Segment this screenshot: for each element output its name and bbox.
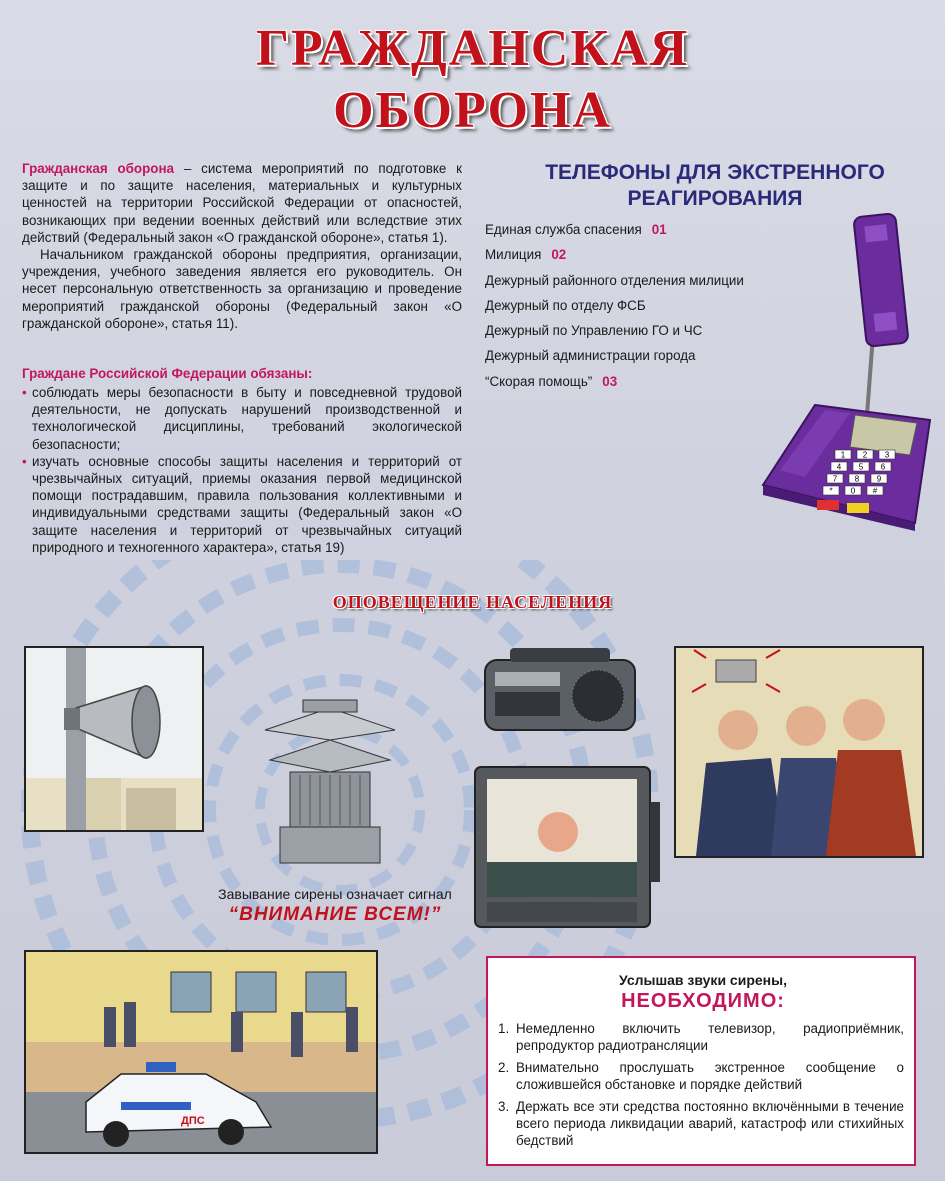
phone-handset-icon (853, 213, 908, 347)
siren-signal: “ВНИМАНИЕ ВСЕМ!” (228, 904, 442, 925)
actions-box (486, 956, 916, 1166)
duty-item: • соблюдать меры безопасности в быту и повседневной трудовой деятельности, не допускать нарушений производственной и технологической дисциплины, требований экологической безопасности; (22, 384, 462, 453)
phone-number: 02 (551, 247, 567, 263)
action-number: 2. (498, 1060, 510, 1075)
intro-term: Гражданская оборона (22, 161, 175, 176)
page-title-line2: ОБОРОНА (333, 82, 612, 139)
keypad-key-label: 1 (840, 450, 846, 460)
phone-label: “Скорая помощь” (485, 373, 593, 389)
action-item (498, 1059, 904, 1093)
alert-title: ОПОВЕЩЕНИЕ НАСЕЛЕНИЯ (332, 592, 613, 612)
page-title (0, 18, 945, 142)
actions-must: НЕОБХОДИМО: (621, 990, 785, 1012)
intro-text (22, 160, 462, 332)
actions-heading: Услышав звуки сирены, (619, 972, 787, 988)
keypad-key-label: 2 (862, 450, 868, 460)
loudspeaker-illustration (24, 646, 204, 832)
phone-label: Дежурный районного отделения милиции (485, 272, 744, 288)
keypad-key-label: 0 (850, 486, 856, 496)
keypad-key-label: 9 (876, 474, 882, 484)
page-title-line1: ГРАЖДАНСКАЯ (255, 20, 690, 77)
duty-item: • изучать основные способы защиты населения и территорий от чрезвычайных ситуаций, приемы оказания первой медицинской помощи пострадавшим, правила пользования коллективными и индивидуальными средствами защиты (Федеральный закон «О защите населения и территорий от чрезвычайных ситуаций природного и техногенного характера», статья 19) (22, 453, 462, 556)
phone-label: Милиция (485, 247, 542, 263)
action-text: Немедленно включить телевизор, радиоприёмник, репродуктор радиотрансляции (516, 1021, 904, 1053)
siren-caption: Завывание сирены означает сигнал (218, 886, 452, 902)
phone-number: 03 (602, 373, 618, 389)
intro-definition: – система мероприятий по подготовке к защите и по защите населения, материальных и культурных ценностей на территории Российской Федерации от опасностей, возникающих при ведении военных действий или вследствие этих действий (Федеральный закон «О гражданской обороне», статья 1). (22, 161, 462, 245)
keypad-key-label: 8 (854, 474, 860, 484)
radio-icon (485, 648, 635, 730)
phones-title: ТЕЛЕФОНЫ ДЛЯ ЭКСТРЕННОГО РЕАГИРОВАНИЯ (545, 161, 885, 210)
phone-label: Дежурный по отделу ФСБ (485, 297, 646, 313)
tv-icon (475, 767, 660, 927)
keypad-key-label: * (829, 486, 833, 496)
action-number: 1. (498, 1021, 510, 1036)
duties-heading: Граждане Российской Федерации обязаны: (22, 366, 313, 381)
siren-illustration (245, 690, 415, 870)
pole (66, 648, 86, 830)
phone-label: Единая служба спасения (485, 222, 642, 237)
keypad-key-label: 4 (836, 462, 842, 472)
phone-number: 01 (651, 222, 667, 237)
telephone-illustration (755, 205, 935, 535)
keypad-key-label: 7 (832, 474, 838, 484)
siren-icon (265, 700, 395, 863)
phone-label: Дежурный по Управлению ГО и ЧС (485, 323, 703, 339)
keypad-key-label: 5 (858, 462, 864, 472)
action-item (498, 1020, 904, 1054)
intro-paragraph2: Начальником гражданской обороны предприятия, организации, учреждения, учебного заведения является его руководитель. Он несет персональную ответственность за организацию и проведение мероприятий гражданской обороны (Федеральный закон «О гражданской обороне», статья 11). (22, 247, 462, 331)
announcement-listeners-illustration (674, 646, 924, 858)
action-text: Держать все эти средства постоянно включёнными в течение всего периода ликвидации аварий, катастроф или стихийных бедствий (516, 1099, 904, 1148)
car-label: ДПС (181, 1115, 205, 1127)
street-scene-illustration (24, 950, 378, 1154)
tv-illustration (470, 762, 665, 934)
phone-antenna (867, 335, 873, 415)
action-text: Внимательно прослушать экстренное сообщение о сложившейся обстановке и порядке действий (516, 1060, 904, 1092)
duties-list (22, 384, 462, 556)
keypad-key-label: 6 (880, 462, 886, 472)
phone-label: Дежурный администрации города (485, 348, 696, 364)
actions-list (498, 1020, 904, 1154)
action-item (498, 1098, 904, 1149)
keypad-key-label: 3 (884, 450, 890, 460)
radio-illustration (480, 640, 640, 735)
action-number: 3. (498, 1099, 510, 1114)
keypad-key-label: # (872, 486, 878, 496)
